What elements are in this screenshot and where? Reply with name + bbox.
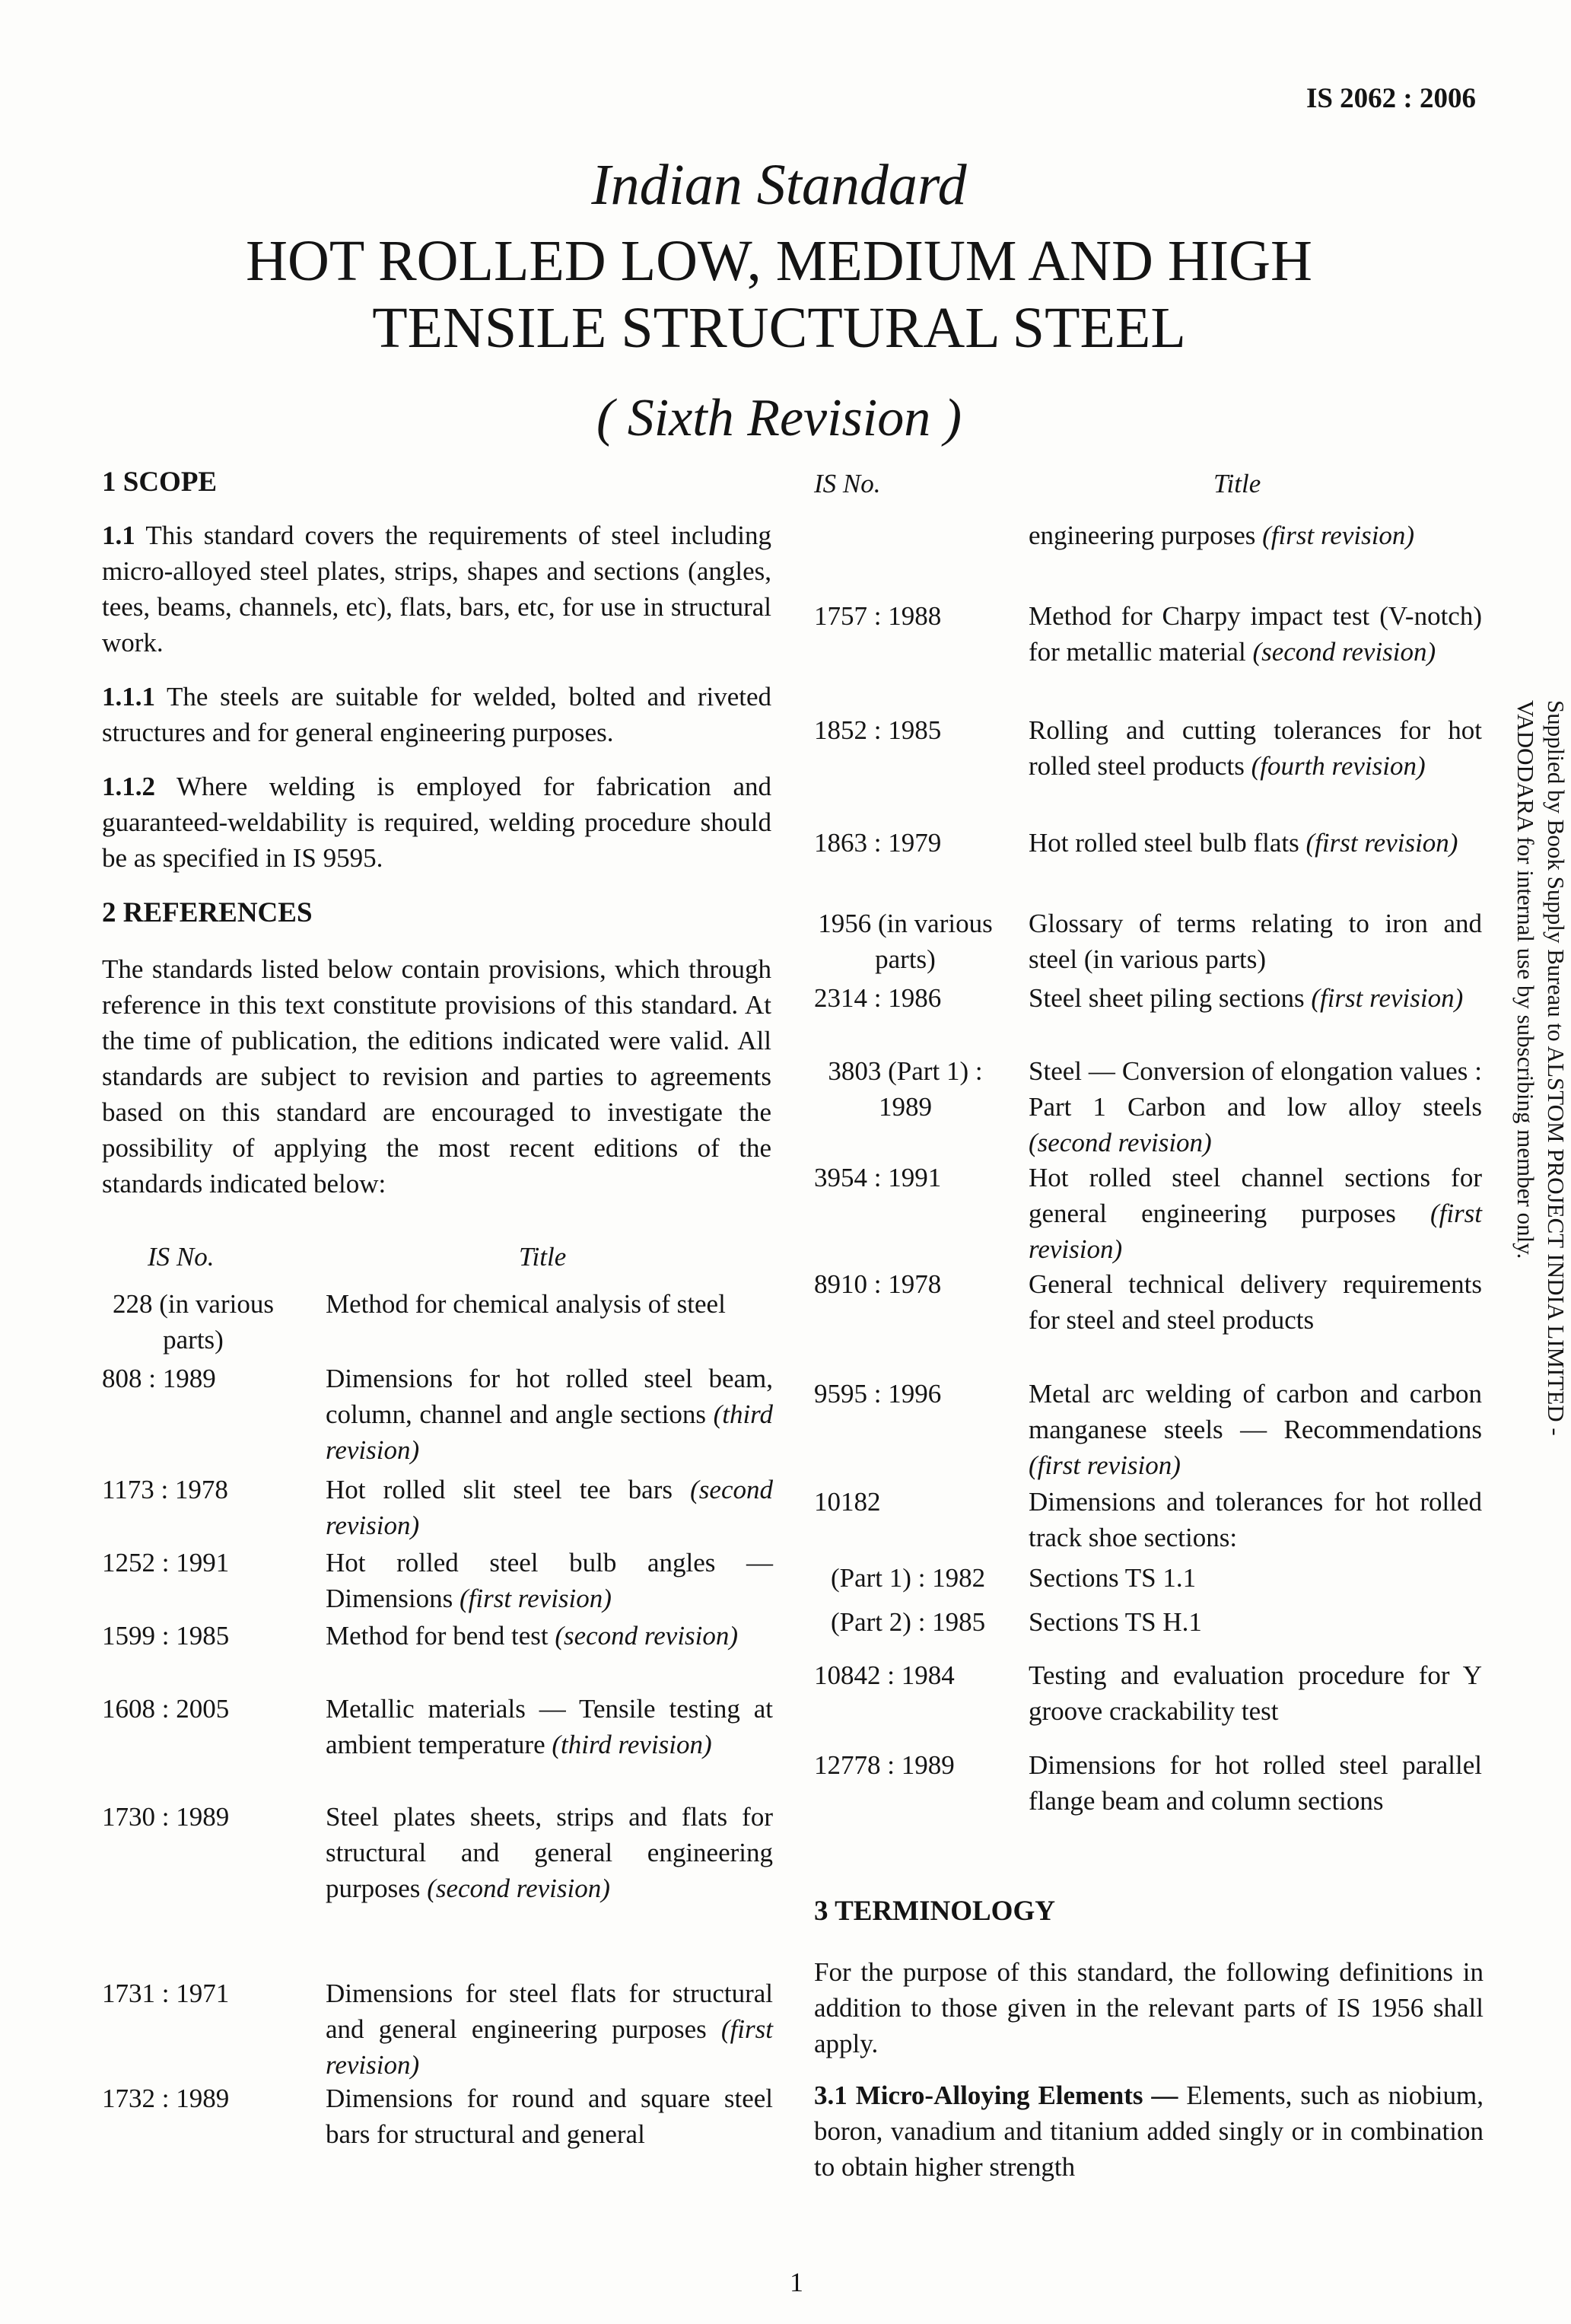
reference-title: Dimensions for hot rolled steel parallel flange beam and column sections: [1029, 1750, 1482, 1816]
scope-paragraph-1: [102, 517, 771, 661]
reference-revision: (first revision): [1029, 1450, 1181, 1480]
title-line-1: HOT ROLLED LOW, MEDIUM AND HIGH: [246, 229, 1312, 293]
reference-revision: (second revision): [427, 1874, 610, 1903]
reference-is-number: 1599 : 1985: [102, 1621, 230, 1651]
reference-title-block: [1029, 1053, 1482, 1160]
reference-is-number: 8910 : 1978: [814, 1269, 942, 1299]
reference-is-number: 1852 : 1985: [814, 715, 942, 745]
reference-is-number: 1731 : 1971: [102, 1979, 230, 2008]
reference-is-number: 1956 (in various parts): [818, 909, 993, 974]
reference-title: General technical delivery requirements for steel and steel products: [1029, 1269, 1482, 1335]
reference-title: Hot rolled steel bulb angles — Dimensions: [326, 1548, 773, 1613]
reference-title-block: [326, 1618, 773, 1654]
page-number: 1: [790, 2267, 803, 2297]
clause-number: 1.1.2: [102, 772, 155, 801]
terminology-intro: [814, 1954, 1484, 2061]
clause-number: 1.1.1: [102, 682, 155, 712]
terminology-definition: [814, 2077, 1484, 2185]
reference-revision: (second revision): [1252, 637, 1436, 667]
references-heading: 2 REFERENCES: [102, 897, 313, 928]
reference-title: Hot rolled steel channel sections for general engineering purposes: [1029, 1163, 1482, 1228]
reference-title-block: [1029, 598, 1482, 670]
reference-title-block: [1029, 980, 1482, 1016]
reference-is-number: 3954 : 1991: [814, 1163, 942, 1192]
reference-title: Dimensions for round and square steel bars for structural and general: [326, 2084, 773, 2149]
reference-title-block: [1029, 1747, 1482, 1819]
standard-number: IS 2062 : 2006: [1305, 83, 1476, 114]
reference-title-block: [326, 1472, 773, 1543]
reference-title: Dimensions for hot rolled steel beam, column, channel and angle sections: [326, 1364, 773, 1429]
reference-title-block: [326, 1799, 773, 1906]
reference-title: Metallic materials — Tensile testing at ambient temperature: [326, 1694, 773, 1759]
references-intro-text: The standards listed below contain provisions, which through reference in this text constitute provisions of this standard. At the time of publication, the editions indicated were valid. All standards are subject to revision and parties to agreements based on this standard are encouraged to investigate the possibility of applying the most recent editions of the standards indicated below:: [102, 954, 771, 1199]
clause-text: This standard covers the requirements of steel including micro-alloyed steel plates, strips, shapes and sections (angles, tees, beams, channels, etc), flats, bars, etc, for use in structural work.: [102, 521, 771, 657]
reference-title-block: [1029, 712, 1482, 784]
reference-is-number: 9595 : 1996: [814, 1379, 942, 1409]
reference-is-number: (Part 1) : 1982: [831, 1563, 986, 1593]
reference-title-block: [1029, 1376, 1482, 1483]
reference-title: Method for chemical analysis of steel: [326, 1289, 726, 1319]
clause-text: Where welding is employed for fabrication and guaranteed-weldability is required, welding procedure should be as specified in IS 9595.: [102, 772, 771, 873]
clause-number: 3.1: [814, 2080, 848, 2110]
reference-title: Metal arc welding of carbon and carbon manganese steels — Recommendations: [1029, 1379, 1482, 1444]
reference-title: Dimensions for steel flats for structural and general engineering purposes: [326, 1979, 773, 2044]
definition-text: Elements, such as niobium, boron, vanadium and titanium added singly or in combination to obtain higher strength: [814, 2080, 1484, 2182]
column-header-title: Title: [1213, 469, 1261, 498]
reference-revision: (second revision): [1029, 1128, 1212, 1157]
reference-title-block: [1029, 1484, 1482, 1555]
definition-term: Micro-Alloying Elements —: [855, 2080, 1178, 2110]
reference-title-block: [326, 2080, 773, 2152]
reference-title: Hot rolled steel bulb flats: [1029, 828, 1299, 858]
reference-title: engineering purposes: [1029, 521, 1256, 550]
column-header-is-no: IS No.: [148, 1242, 215, 1272]
reference-revision: (third revision): [552, 1730, 712, 1759]
reference-revision: (first revision): [459, 1584, 612, 1613]
reference-is-number: 12778 : 1989: [814, 1750, 955, 1780]
reference-title-block: [1029, 1560, 1482, 1596]
reference-title: Testing and evaluation procedure for Y groove crackability test: [1029, 1660, 1482, 1726]
reference-is-number: 228 (in various parts): [113, 1289, 274, 1355]
reference-title-block: [1029, 1604, 1482, 1640]
reference-title-block: [1029, 1657, 1482, 1729]
reference-revision: (first revision): [326, 2014, 773, 2080]
reference-revision: (first revision): [1029, 1199, 1483, 1264]
reference-title: Dimensions and tolerances for hot rolled track shoe sections:: [1029, 1487, 1482, 1552]
reference-revision: (first revision): [1311, 983, 1464, 1013]
reference-revision: (fourth revision): [1251, 751, 1426, 781]
reference-is-number: 1757 : 1988: [814, 601, 942, 631]
reference-title: Glossary of terms relating to iron and steel (in various parts): [1029, 909, 1482, 974]
reference-title-block: [326, 1545, 773, 1616]
reference-title: Steel plates sheets, strips and flats for structural and general engineering purposes: [326, 1802, 773, 1903]
reference-is-number: 10842 : 1984: [814, 1660, 955, 1690]
supply-notice: Supplied by Book Supply Bureau to ALSTOM PROJECT INDIA LIMITED - VADODARA for internal use by subscribing member only.: [1512, 700, 1569, 1436]
reference-is-number: 1252 : 1991: [102, 1548, 230, 1577]
reference-revision: (first revision): [1262, 521, 1415, 550]
reference-revision: (second revision): [555, 1621, 739, 1651]
reference-title: Method for Charpy impact test (V-notch) for metallic material: [1029, 601, 1482, 667]
references-intro: [102, 951, 771, 1202]
reference-is-number: 10182: [814, 1487, 881, 1517]
title-line-2: TENSILE STRUCTURAL STEEL: [372, 296, 1186, 360]
column-header-is-no: IS No.: [814, 469, 881, 498]
reference-revision: (second revision): [326, 1475, 773, 1540]
reference-title: Method for bend test: [326, 1621, 549, 1651]
reference-title: Steel sheet piling sections: [1029, 983, 1305, 1013]
clause-text: The steels are suitable for welded, bolted and riveted structures and for general engineering purposes.: [102, 682, 771, 747]
reference-is-number: (Part 2) : 1985: [831, 1607, 986, 1637]
terminology-intro-text: For the purpose of this standard, the following definitions in addition to those given in the relevant parts of IS 1956 shall apply.: [814, 1957, 1484, 2058]
column-header-title: Title: [519, 1242, 567, 1272]
title-kicker: Indian Standard: [591, 153, 967, 217]
reference-revision: (first revision): [1305, 828, 1458, 858]
reference-title: Sections TS 1.1: [1029, 1563, 1197, 1593]
reference-title: Steel — Conversion of elongation values : Part 1 Carbon and low alloy steels: [1029, 1056, 1482, 1122]
reference-title-block: [1029, 906, 1482, 977]
reference-title: Rolling and cutting tolerances for hot rolled steel products: [1029, 715, 1482, 781]
reference-title: Sections TS H.1: [1029, 1607, 1202, 1637]
reference-is-number: 1730 : 1989: [102, 1802, 230, 1832]
title-revision: ( Sixth Revision ): [596, 389, 962, 447]
reference-is-number: 1608 : 2005: [102, 1694, 230, 1724]
reference-is-number: 1732 : 1989: [102, 2084, 230, 2113]
scope-paragraph-2: [102, 679, 771, 750]
reference-is-number: 1863 : 1979: [814, 828, 942, 858]
reference-title-block: [326, 1691, 773, 1762]
reference-title-block: [326, 1361, 773, 1468]
clause-number: 1.1: [102, 521, 135, 550]
reference-title-block: [1029, 825, 1482, 861]
reference-title-block: [326, 1286, 773, 1322]
reference-title: Hot rolled slit steel tee bars: [326, 1475, 673, 1504]
reference-title-block: [1029, 1160, 1482, 1267]
reference-is-number: 808 : 1989: [102, 1364, 216, 1393]
reference-title-block: [1029, 1266, 1482, 1338]
scope-heading: 1 SCOPE: [102, 466, 218, 498]
reference-is-number: 1173 : 1978: [102, 1475, 228, 1504]
reference-title-block: [326, 1975, 773, 2083]
reference-revision: (third revision): [326, 1399, 774, 1465]
terminology-heading: 3 TERMINOLOGY: [814, 1896, 1055, 1927]
scope-paragraph-3: [102, 769, 771, 876]
reference-is-number: 3803 (Part 1) : 1989: [828, 1056, 983, 1122]
reference-is-number: 2314 : 1986: [814, 983, 942, 1013]
reference-continuation: [1029, 517, 1482, 553]
